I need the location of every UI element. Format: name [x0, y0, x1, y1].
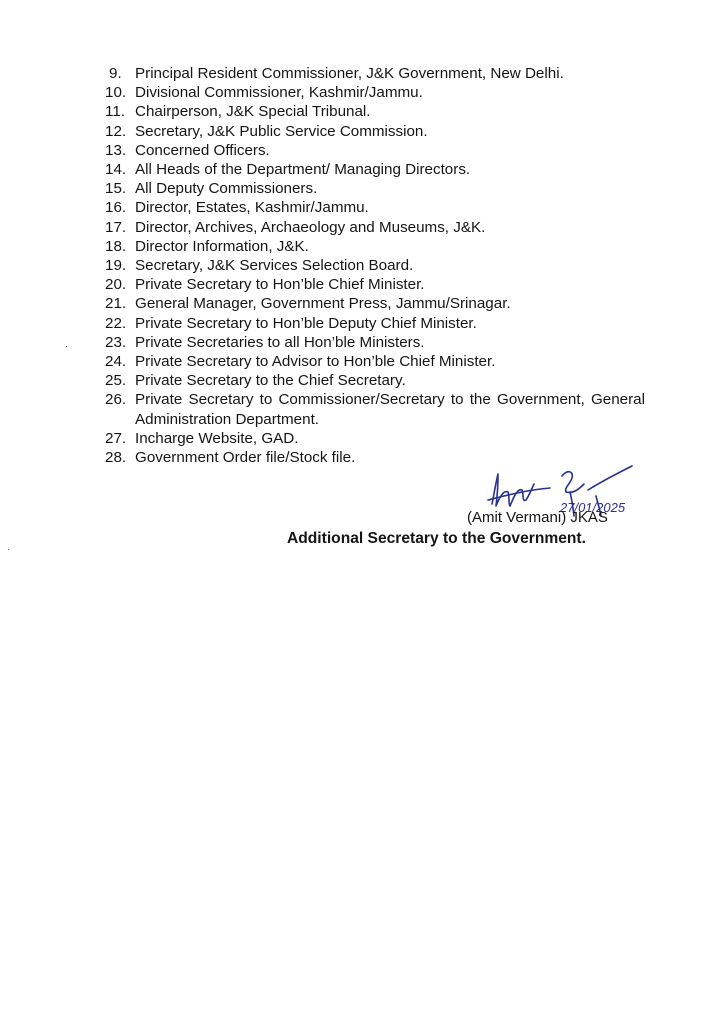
item-text: Secretary, J&K Public Service Commission. [135, 122, 428, 140]
item-text: Government Order file/Stock file. [135, 449, 356, 467]
item-text: Private Secretaries to all Hon’ble Ministers. [135, 333, 425, 351]
item-text: All Deputy Commissioners. [135, 180, 318, 198]
list-item [105, 275, 645, 294]
item-number: 15. [105, 180, 127, 198]
list-item [105, 102, 645, 121]
item-number: 12. [105, 122, 127, 140]
item-number: 23. [105, 333, 127, 351]
item-text: Private Secretary to Advisor to Hon’ble Chief Minister. [135, 353, 496, 371]
item-number: 18. [105, 237, 127, 255]
item-text: Director, Archives, Archaeology and Museums, J&K. [135, 218, 486, 236]
item-text: Director, Estates, Kashmir/Jammu. [135, 199, 369, 217]
item-number: 19. [105, 257, 127, 275]
item-number: 17. [105, 218, 127, 236]
item-number: 27. [105, 429, 127, 447]
item-number: 16. [105, 199, 127, 217]
list-item [105, 179, 645, 198]
list-item [105, 294, 645, 313]
item-text: General Manager, Government Press, Jammu/Srinagar. [135, 295, 511, 313]
item-text: Incharge Website, GAD. [135, 429, 299, 447]
list-item [105, 256, 645, 275]
signature-date: 27/01/2025 [560, 500, 626, 515]
item-text: Director Information, J&K. [135, 237, 309, 255]
list-item [105, 198, 645, 217]
list-item [105, 122, 645, 141]
list-item [105, 237, 645, 256]
item-number: 11. [105, 103, 125, 121]
signatory-name: (Amit Vermani) JKAS [467, 509, 608, 526]
item-number: 13. [105, 141, 127, 159]
list-item [105, 390, 645, 428]
item-text: Private Secretary to Commissioner/Secretary to the Government, General Administration Department. [135, 391, 645, 428]
signatory-designation: Additional Secretary to the Government. [287, 530, 586, 547]
list-item [105, 429, 645, 448]
list-item [105, 64, 645, 83]
list-item [105, 352, 645, 371]
item-text: Concerned Officers. [135, 141, 270, 159]
item-text: Chairperson, J&K Special Tribunal. [135, 103, 371, 121]
item-text: All Heads of the Department/ Managing Directors. [135, 161, 471, 179]
item-number: 26. [105, 391, 127, 409]
list-item [105, 83, 645, 102]
item-number: 28. [105, 449, 127, 467]
item-number: 10. [105, 84, 127, 102]
scan-speck [66, 346, 67, 347]
item-number: 22. [105, 314, 127, 332]
list-item [105, 141, 645, 160]
list-item [105, 371, 645, 390]
list-item [105, 218, 645, 237]
item-text: Private Secretary to Hon’ble Chief Minister. [135, 276, 425, 294]
item-number: 14. [105, 161, 127, 179]
item-text: Divisional Commissioner, Kashmir/Jammu. [135, 84, 423, 102]
scan-speck [8, 549, 9, 550]
list-item [105, 333, 645, 352]
item-number: 21. [105, 295, 127, 313]
item-number: 20. [105, 276, 127, 294]
item-text: Private Secretary to the Chief Secretary. [135, 372, 406, 390]
item-text: Private Secretary to Hon’ble Deputy Chief Minister. [135, 314, 477, 332]
item-number: 25. [105, 372, 127, 390]
list-item [105, 314, 645, 333]
list-item [105, 160, 645, 179]
item-text: Principal Resident Commissioner, J&K Government, New Delhi. [135, 65, 564, 82]
item-number: 9. [109, 65, 122, 82]
distribution-list [105, 64, 645, 467]
item-text: Secretary, J&K Services Selection Board. [135, 257, 414, 275]
item-number: 24. [105, 353, 127, 371]
